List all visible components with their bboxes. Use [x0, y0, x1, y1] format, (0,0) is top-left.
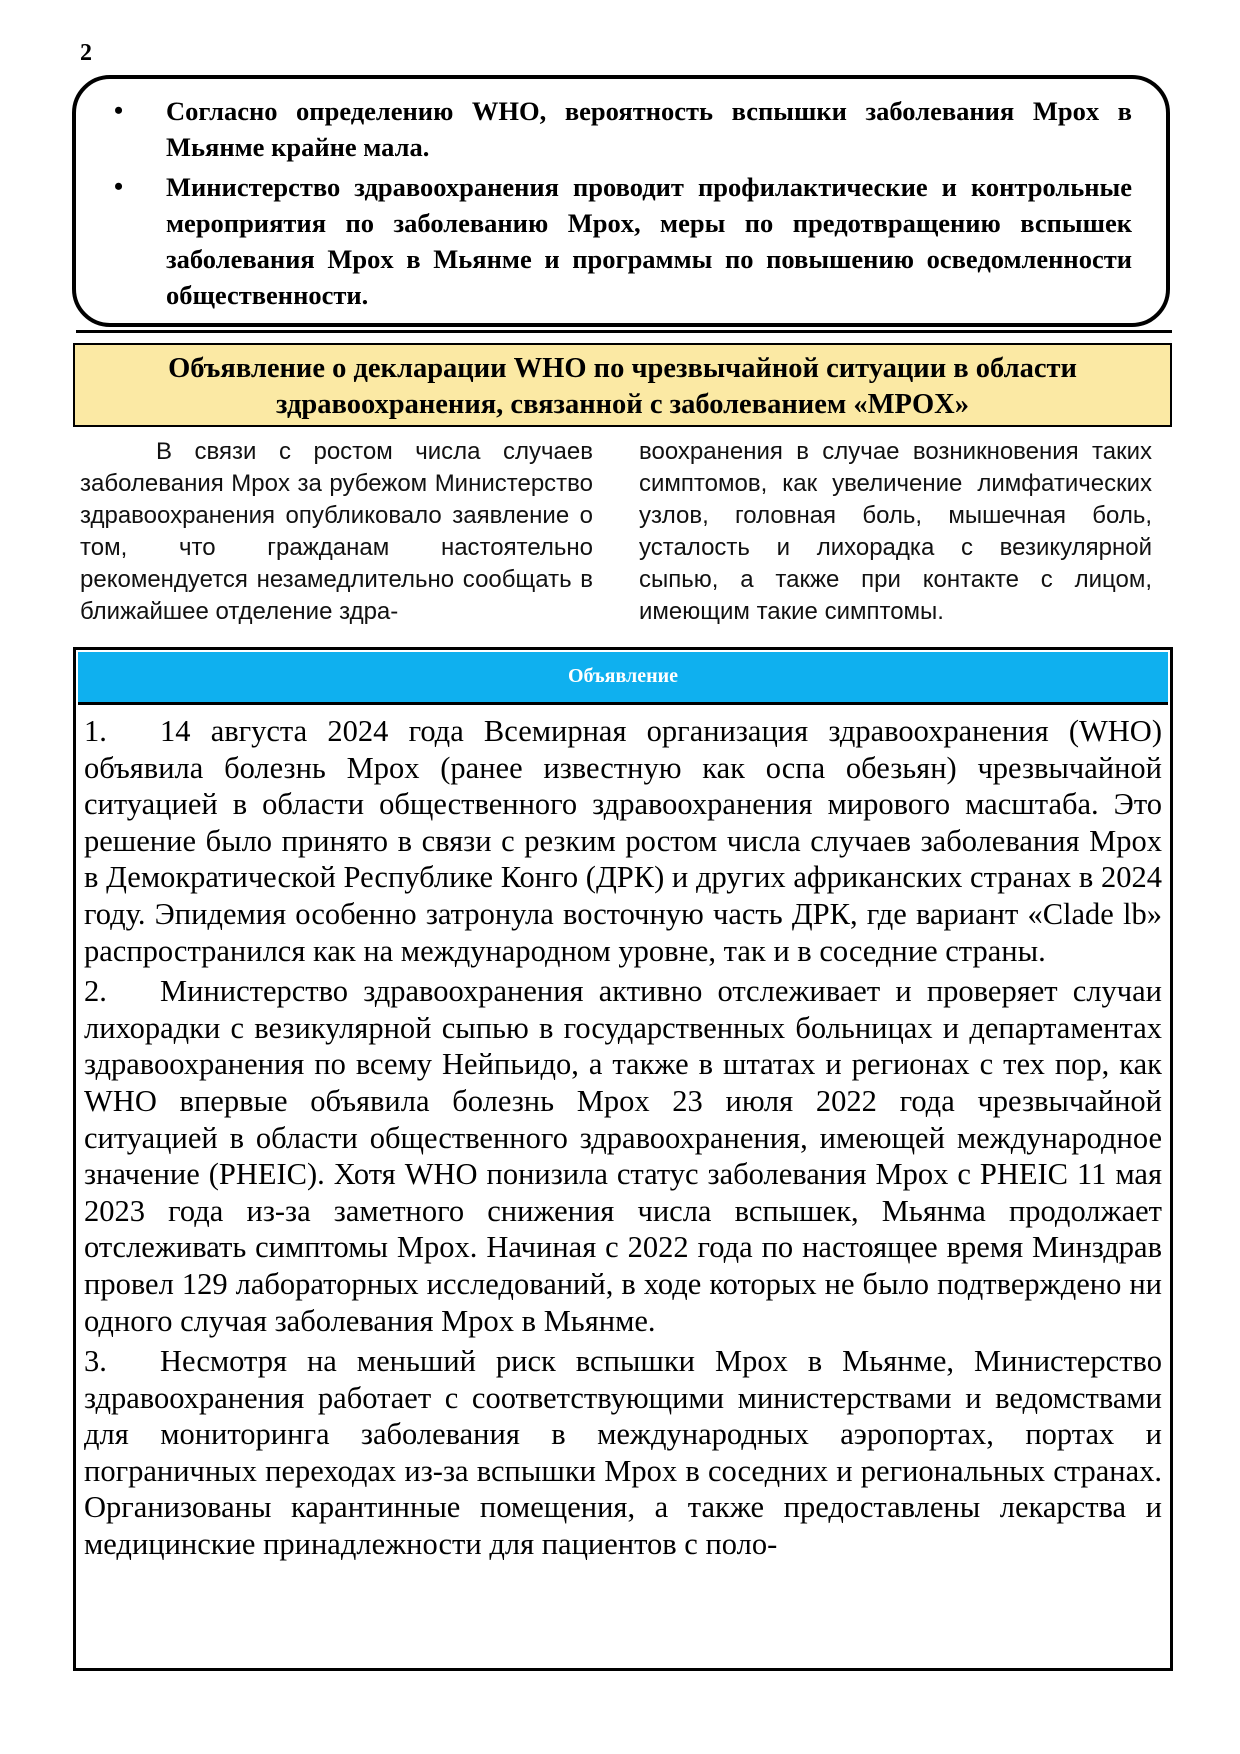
announcement-item-number: 2.	[84, 974, 107, 1009]
intro-column-left: В связи с ростом числа случаев заболевания Mpox за рубежом Министерство здравоохранения опубликовало заявление о том, что гражданам настоятельно рекомендуется незамедлительно сообщать в ближайшее отделение здра-	[80, 438, 593, 625]
summary-bullet-text: Согласно определению WHO, вероятность вспышки заболевания Mpox в Мьянме крайне мала.	[166, 96, 1132, 162]
announcement-item	[84, 973, 1162, 1339]
summary-bullet-item	[114, 169, 1132, 313]
section-title-line: здравоохранения, связанной с заболеванием «MPOX»	[276, 389, 969, 420]
announcement-body	[76, 705, 1170, 1563]
announcement-item-text: Несмотря на меньший риск вспышки Mpox в Мьянме, Министерство здравоохранения работает с соответствующими министерствами и ведомствами для мониторинга заболевания в международных аэропортах, портах и пограничных переходах из-за вспышки Mpox в соседних и региональных странах. Организованы карантинные помещения, а также предоставлены лекарства и медицинские принадлежности для пациентов с поло-	[84, 1344, 1162, 1562]
announcement-item	[84, 1343, 1162, 1563]
intro-column-right: воохранения в случае возникновения таких симптомов, как увеличение лимфатических узлов, головная боль, мышечная боль, усталость и лихорадка с везикулярной сыпью, а также при контакте с лицом, имеющим такие симптомы.	[639, 438, 1152, 625]
announcement-box	[73, 647, 1173, 1671]
summary-box	[72, 75, 1170, 327]
bullet-icon: •	[114, 172, 124, 201]
section-title-line: Объявление о декларации WHO по чрезвычайной ситуации в области	[168, 353, 1077, 384]
summary-bullet-text: Министерство здравоохранения проводит профилактические и контрольные мероприятия по заболеванию Mpox, меры по предотвращению вспышек заболевания Mpox в Мьянме и программы по повышению осведомленности общественности.	[166, 172, 1132, 310]
summary-bullet-item	[114, 93, 1132, 165]
announcement-item-text: Министерство здравоохранения активно отслеживает и проверяет случаи лихорадки с везикулярной сыпью в государственных больницах и департаментах здравоохранения по всему Нейпьидо, а также в штатах и регионах с тех пор, как WHO впервые объявила болезнь Mpox 23 июля 2022 года чрезвычайной ситуацией в области общественного здравоохранения, имеющей международное значение (PHEIC). Хотя WHO понизила статус заболевания Mpox с PHEIC 11 мая 2023 года из-за заметного снижения числа вспышек, Мьянма продолжает отслеживать симптомы Mpox. Начиная с 2022 года по настоящее время Минздрав провел 129 лабораторных исследований, в ходе которых не было подтверждено ни одного случая заболевания Mpox в Мьянме.	[84, 974, 1162, 1338]
announcement-header: Объявление	[78, 652, 1168, 705]
section-title-banner	[73, 343, 1172, 427]
summary-divider	[76, 330, 1172, 333]
announcement-item	[84, 713, 1162, 969]
summary-list	[114, 93, 1132, 313]
intro-text	[80, 436, 1152, 628]
announcement-item-text: 14 августа 2024 года Всемирная организация здравоохранения (WHO) объявила болезнь Mpox (ранее известную как оспа обезьян) чрезвычайной ситуацией в области общественного здравоохранения мирового масштаба. Это решение было принято в связи с резким ростом числа случаев заболевания Mpox в Демократической Республике Конго (ДРК) и других африканских странах в 2024 году. Эпидемия особенно затронула восточную часть ДРК, где вариант «Clade lb» распространился как на международном уровне, так и в соседние страны.	[84, 714, 1162, 968]
bullet-icon: •	[114, 96, 124, 125]
announcement-item-number: 1.	[84, 714, 107, 748]
announcement-item-number: 3.	[84, 1344, 107, 1379]
page-number: 2	[80, 40, 92, 66]
